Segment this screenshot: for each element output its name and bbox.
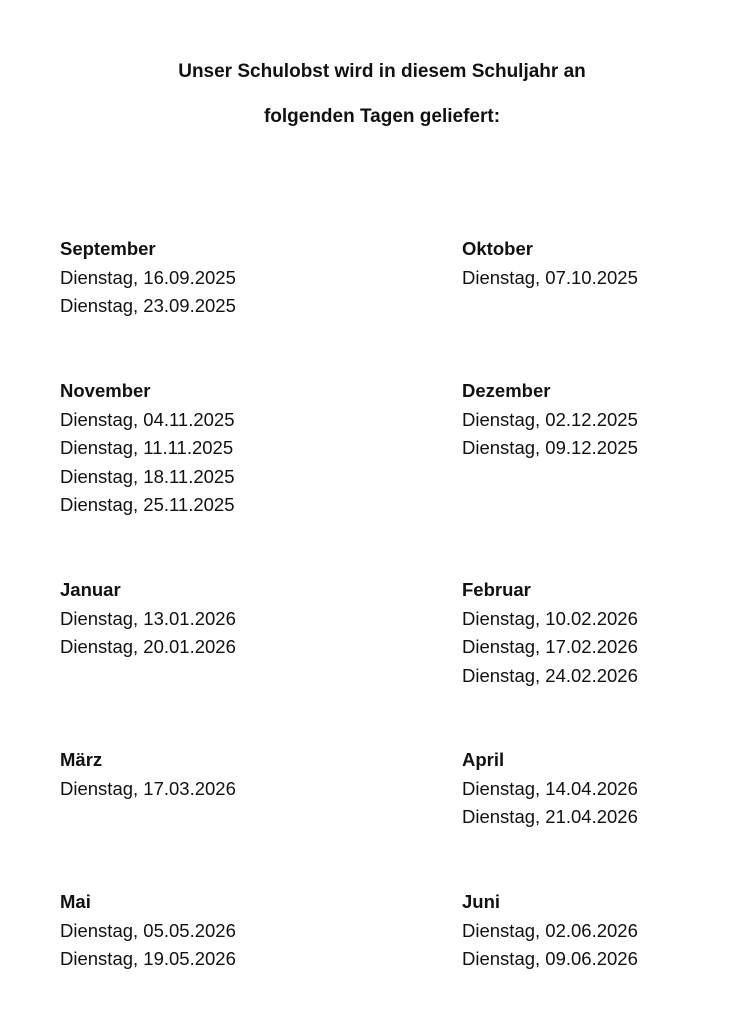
month-block-januar [60,576,360,662]
delivery-date: Dienstag, 17.02.2026 [462,636,638,657]
month-block-dezember [462,377,740,463]
month-block-maerz [60,746,360,803]
delivery-date: Dienstag, 05.05.2026 [60,919,236,941]
delivery-date: Dienstag, 04.11.2025 [60,408,235,430]
delivery-date: Dienstag, 07.10.2025 [462,266,638,288]
delivery-date: Dienstag, 20.01.2026 [60,636,236,657]
delivery-date: Dienstag, 18.11.2025 [60,465,235,487]
month-block-februar [462,576,740,690]
month-heading: Juni [462,891,501,912]
delivery-date: Dienstag, 11.11.2025 [60,437,234,458]
month-block-oktober [462,235,740,292]
delivery-date: Dienstag, 10.02.2026 [462,607,638,629]
delivery-date: Dienstag, 19.05.2026 [60,948,236,969]
page-title-line-1: Unser Schulobst wird in diesem Schuljahr an [178,61,586,82]
month-heading: November [60,380,151,401]
month-block-november [60,377,360,520]
delivery-date: Dienstag, 23.09.2025 [60,295,236,316]
delivery-date: Dienstag, 21.04.2026 [462,806,638,827]
month-block-mai [60,888,360,974]
month-heading: Dezember [462,380,551,401]
page-title-line-2: folgenden Tagen geliefert: [263,106,501,127]
month-heading: September [60,238,156,259]
delivery-date: Dienstag, 09.12.2025 [462,437,638,458]
month-heading: Februar [462,579,531,600]
month-heading: März [60,749,103,770]
month-heading: April [462,749,505,770]
delivery-date: Dienstag, 24.02.2026 [462,664,638,686]
month-heading: Januar [60,579,121,600]
month-block-juni [462,888,740,974]
month-heading: Oktober [462,238,533,259]
month-block-april [462,746,740,832]
month-heading: Mai [60,891,91,912]
month-block-september [60,235,360,321]
delivery-date: Dienstag, 17.03.2026 [60,777,236,799]
delivery-date: Dienstag, 02.12.2025 [462,408,638,430]
delivery-date: Dienstag, 16.09.2025 [60,266,236,288]
delivery-date: Dienstag, 14.04.2026 [462,777,638,799]
delivery-date: Dienstag, 02.06.2026 [462,919,638,941]
delivery-date: Dienstag, 13.01.2026 [60,607,236,629]
delivery-date: Dienstag, 09.06.2026 [462,948,638,969]
delivery-date: Dienstag, 25.11.2025 [60,494,235,515]
